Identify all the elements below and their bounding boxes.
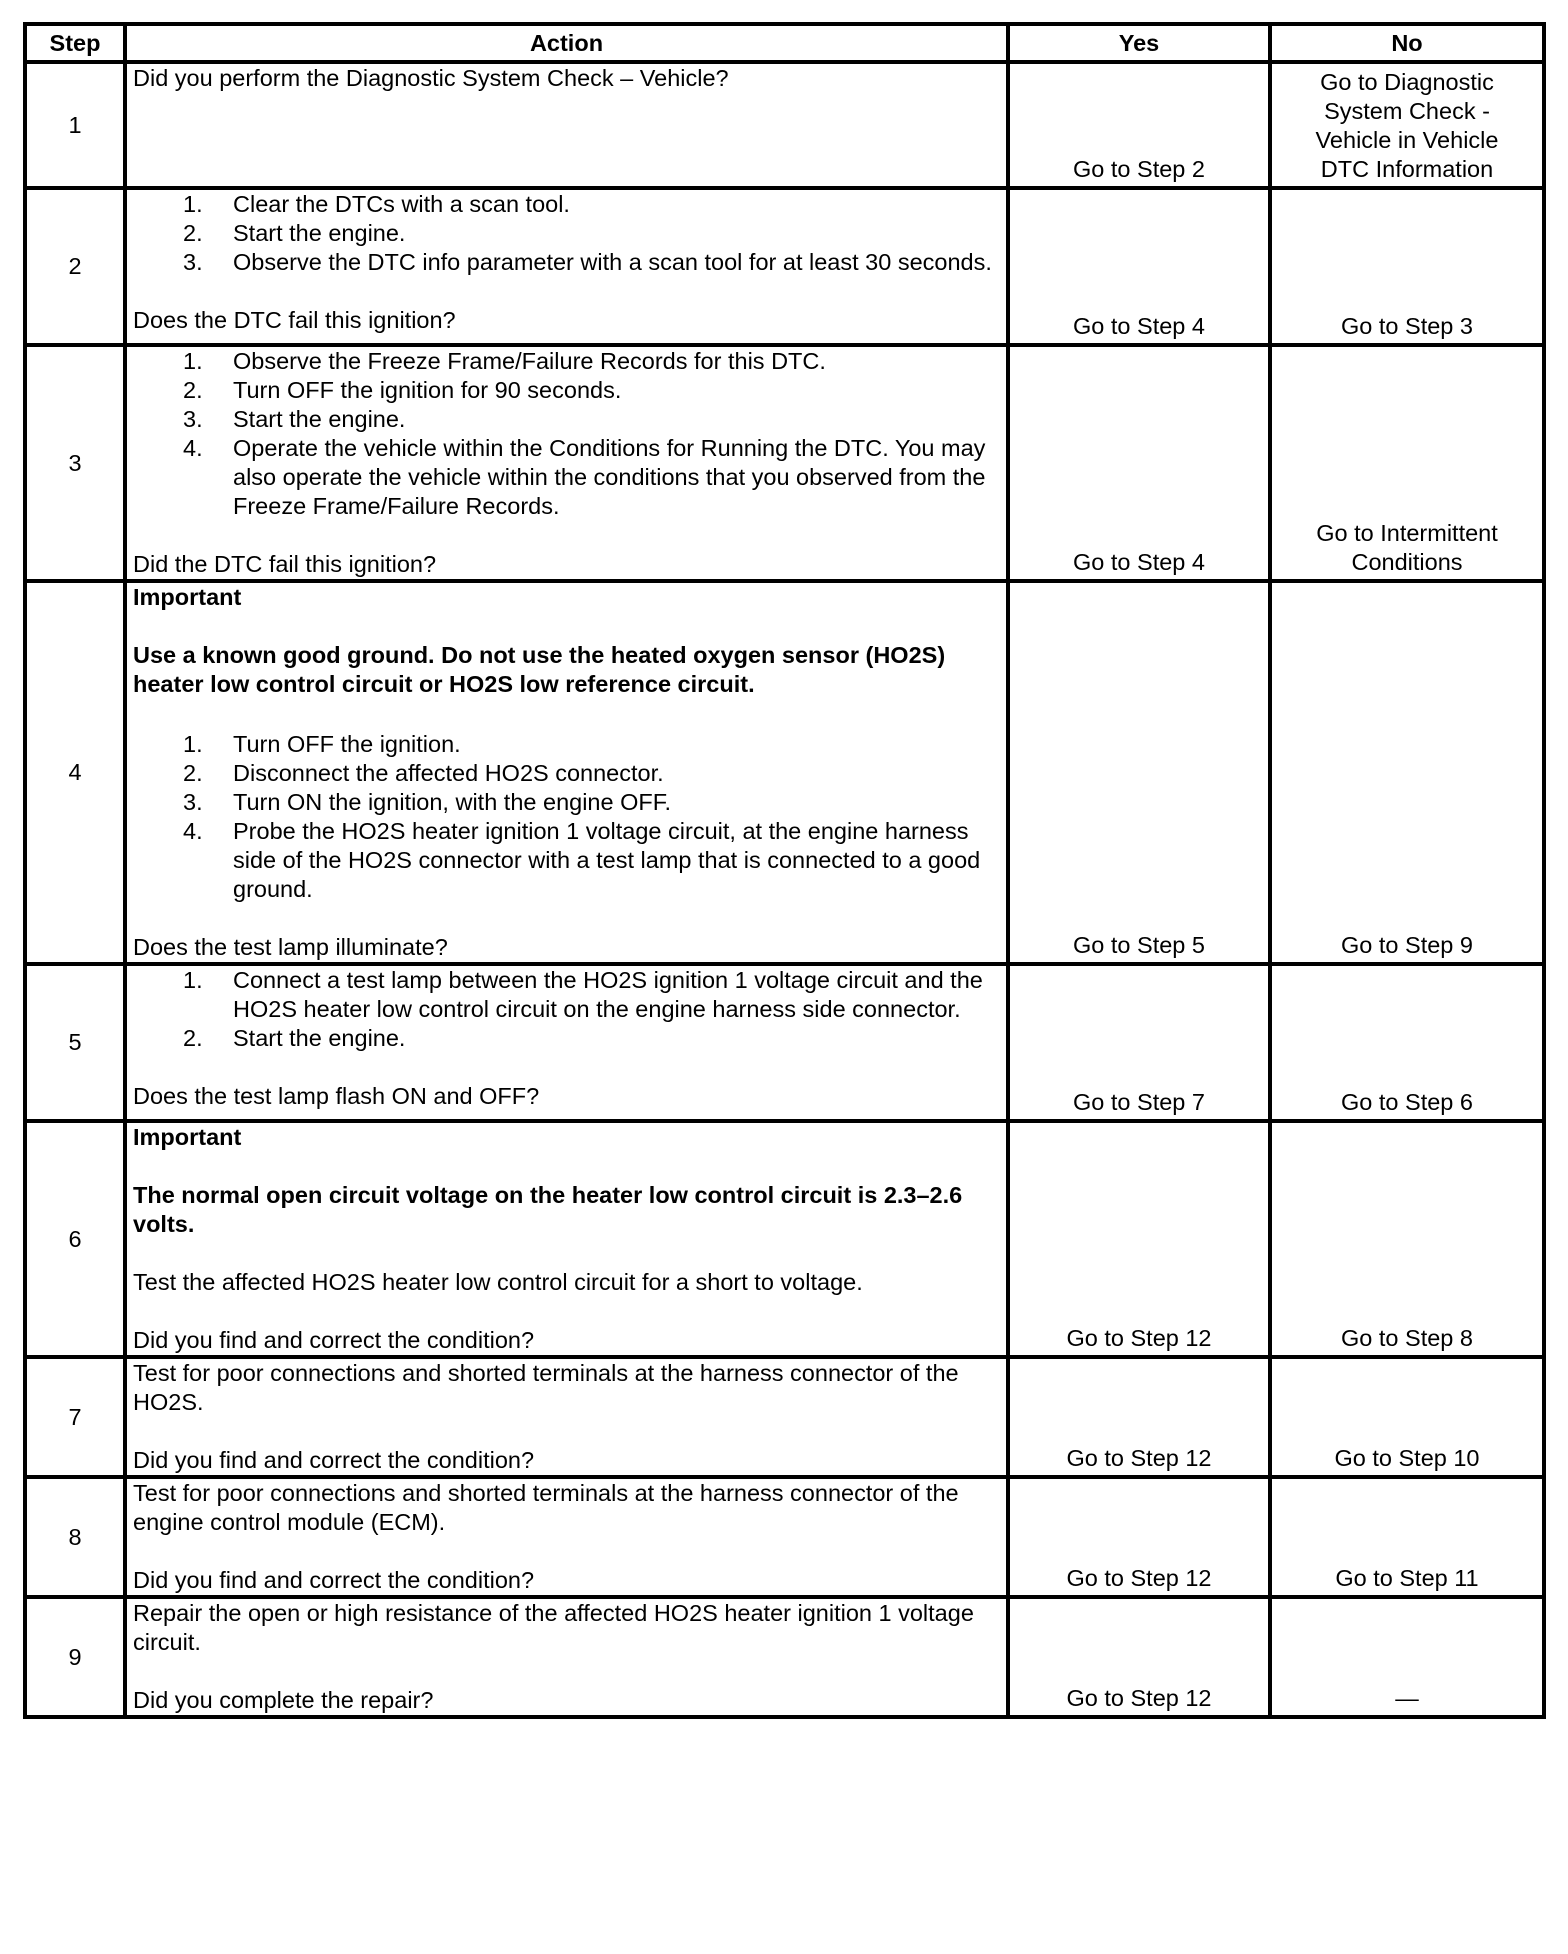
no-cell: Go to Step 10: [1270, 1357, 1544, 1477]
header-no: No: [1270, 24, 1544, 62]
procedure-list: [133, 190, 1000, 277]
procedure-item: 2. Turn OFF the ignition for 90 seconds.: [183, 377, 622, 403]
important-note: The normal open circuit voltage on the heater low control circuit is 2.3–2.6 volts.: [133, 1182, 963, 1237]
action-cell: [125, 1597, 1008, 1717]
procedure-item: 3. Start the engine.: [183, 406, 406, 432]
procedure-list: [133, 347, 1000, 521]
procedure-item: 2. Start the engine.: [183, 1025, 406, 1051]
action-cell: [125, 188, 1008, 345]
table-row: [25, 1121, 1544, 1357]
table-row: [25, 1357, 1544, 1477]
question-text: Did you complete the repair?: [133, 1687, 434, 1713]
table-row: [25, 1597, 1544, 1717]
step-number: 2: [25, 188, 125, 345]
step-number: 6: [25, 1121, 125, 1357]
step-number: 3: [25, 345, 125, 581]
action-cell: [125, 345, 1008, 581]
header-step: Step: [25, 24, 125, 62]
no-cell: —: [1270, 1597, 1544, 1717]
important-note: Use a known good ground. Do not use the heated oxygen sensor (HO2S) heater low control circuit or HO2S low reference circuit.: [133, 642, 946, 697]
question-text: Did you find and correct the condition?: [133, 1447, 535, 1473]
question-text: Did you find and correct the condition?: [133, 1567, 535, 1593]
no-cell: Go to Step 3: [1270, 188, 1544, 345]
table-row: [25, 964, 1544, 1121]
action-cell: [125, 964, 1008, 1121]
no-cell: Go to Step 6: [1270, 964, 1544, 1121]
important-heading: Important: [133, 1124, 242, 1150]
procedure-list: [133, 966, 1000, 1053]
yes-cell: Go to Step 12: [1008, 1477, 1270, 1597]
action-cell: [125, 62, 1008, 188]
header-row: [25, 24, 1544, 62]
yes-cell: Go to Step 12: [1008, 1597, 1270, 1717]
no-cell: Go to Intermittent Conditions: [1270, 345, 1544, 581]
step-number: 8: [25, 1477, 125, 1597]
procedure-item: 4. Probe the HO2S heater ignition 1 voltage circuit, at the engine harness side of the HO2S connector with a test lamp that is connected to a good ground.: [183, 818, 981, 902]
yes-cell: Go to Step 12: [1008, 1121, 1270, 1357]
header-action: Action: [125, 24, 1008, 62]
no-cell: Go to Diagnostic System Check - Vehicle in Vehicle DTC Information: [1270, 62, 1544, 188]
action-cell: [125, 1477, 1008, 1597]
procedure-item: 1. Connect a test lamp between the HO2S ignition 1 voltage circuit and the HO2S heater low control circuit on the engine harness side connector.: [183, 967, 983, 1022]
step-number: 1: [25, 62, 125, 188]
diagnostic-table: [23, 22, 1546, 1719]
action-text: Did you perform the Diagnostic System Check – Vehicle?: [133, 65, 729, 91]
procedure-item: 4. Operate the vehicle within the Conditions for Running the DTC. You may also operate the vehicle within the conditions that you observed from the Freeze Frame/Failure Records.: [183, 435, 986, 519]
table-row: [25, 188, 1544, 345]
no-cell: Go to Step 9: [1270, 581, 1544, 964]
step-number: 9: [25, 1597, 125, 1717]
table-row: [25, 62, 1544, 188]
action-cell: [125, 1357, 1008, 1477]
question-text: Does the test lamp flash ON and OFF?: [133, 1083, 540, 1109]
question-text: Did the DTC fail this ignition?: [133, 551, 437, 577]
no-cell: Go to Step 11: [1270, 1477, 1544, 1597]
action-text: Test for poor connections and shorted terminals at the harness connector of the engine control module (ECM).: [133, 1480, 959, 1535]
step-number: 7: [25, 1357, 125, 1477]
table-row: [25, 1477, 1544, 1597]
procedure-item: 1. Observe the Freeze Frame/Failure Records for this DTC.: [183, 348, 826, 374]
important-heading: Important: [133, 584, 242, 610]
yes-cell: Go to Step 2: [1008, 62, 1270, 188]
no-cell: Go to Step 8: [1270, 1121, 1544, 1357]
procedure-item: 1. Turn OFF the ignition.: [183, 731, 461, 757]
procedure-item: 3. Turn ON the ignition, with the engine OFF.: [183, 789, 672, 815]
yes-cell: Go to Step 4: [1008, 345, 1270, 581]
procedure-item: 2. Disconnect the affected HO2S connector.: [183, 760, 664, 786]
table-row: [25, 345, 1544, 581]
procedure-item: 1. Clear the DTCs with a scan tool.: [183, 191, 570, 217]
yes-cell: Go to Step 4: [1008, 188, 1270, 345]
question-text: Does the test lamp illuminate?: [133, 934, 448, 960]
action-cell: [125, 1121, 1008, 1357]
question-text: Did you find and correct the condition?: [133, 1327, 535, 1353]
step-number: 5: [25, 964, 125, 1121]
action-text: Test for poor connections and shorted terminals at the harness connector of the HO2S.: [133, 1360, 959, 1415]
yes-cell: Go to Step 7: [1008, 964, 1270, 1121]
table-row: [25, 581, 1544, 964]
yes-cell: Go to Step 5: [1008, 581, 1270, 964]
action-text: Repair the open or high resistance of the affected HO2S heater ignition 1 voltage circuit.: [133, 1600, 974, 1655]
question-text: Does the DTC fail this ignition?: [133, 307, 456, 333]
procedure-list: [133, 730, 1000, 904]
procedure-item: 3. Observe the DTC info parameter with a scan tool for at least 30 seconds.: [183, 249, 992, 275]
procedure-item: 2. Start the engine.: [183, 220, 406, 246]
action-text: Test the affected HO2S heater low control circuit for a short to voltage.: [133, 1269, 863, 1295]
action-cell: [125, 581, 1008, 964]
step-number: 4: [25, 581, 125, 964]
header-yes: Yes: [1008, 24, 1270, 62]
yes-cell: Go to Step 12: [1008, 1357, 1270, 1477]
